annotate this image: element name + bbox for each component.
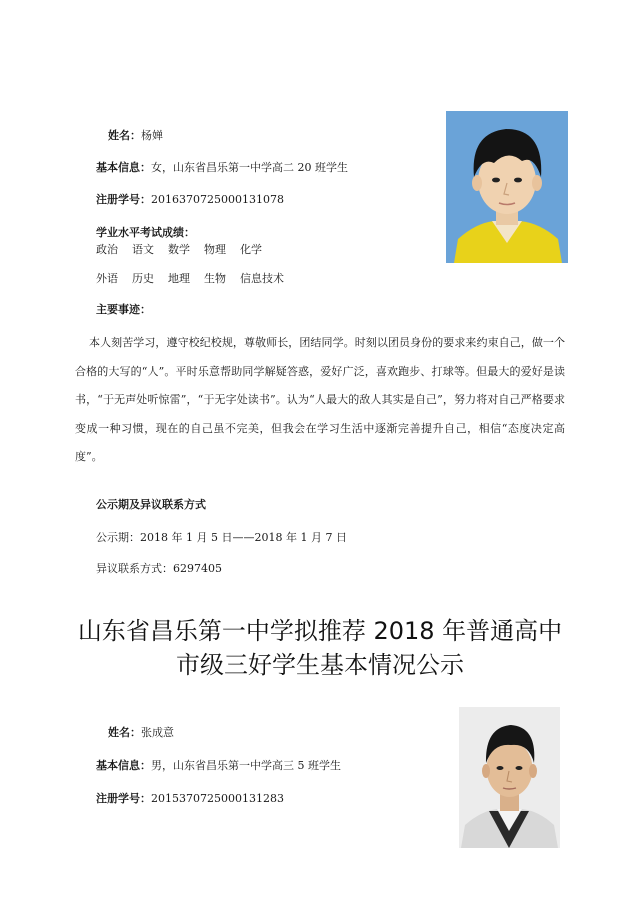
page-title-line2: 市级三好学生基本情况公示 <box>176 651 464 679</box>
page-title-line1: 山东省昌乐第一中学拟推荐 2018 年普通高中 <box>77 617 563 645</box>
deeds-heading: 主要事迹： <box>96 303 151 316</box>
info-value: 男，山东省昌乐第一中学高三 5 班学生 <box>151 759 341 772</box>
student2-photo <box>459 707 560 848</box>
portrait-boy-icon <box>459 707 560 848</box>
scores-heading: 学业水平考试成绩： <box>96 226 195 239</box>
info-value: 女，山东省昌乐第一中学高二 20 班学生 <box>151 161 348 174</box>
reg-label: 注册学号： <box>96 193 151 206</box>
name-label: 姓名： <box>108 726 141 739</box>
scores-subjects-row1: 政治 语文 数学 物理 化学 <box>96 243 262 256</box>
student1-photo <box>446 111 568 263</box>
notice-period: 公示期：2018 年 1 月 5 日——2018 年 1 月 7 日 <box>96 531 347 544</box>
deeds-paragraph: 本人刻苦学习，遵守校纪校规，尊敬师长，团结同学。时刻以团员身份的要求来约束自己，做一个合格的大写的“人”。平时乐意帮助同学解疑答惑，爱好广泛，喜欢跑步、打球等。但最大的爱好是读书，“于无声处听惊雷”，“于无字处读书”。认为“人最大的敌人其实是自己”，努力将对自己严格要求变成一种习惯，现在的自己虽不完美，但我会在学习生活中逐渐完善提升自己，相信“态度决定高度”。 <box>75 336 565 463</box>
reg-label: 注册学号： <box>96 792 151 805</box>
name-value: 杨婵 <box>141 129 163 142</box>
student2-name-row <box>108 725 174 740</box>
notice-heading: 公示期及异议联系方式 <box>96 498 206 511</box>
portrait-girl-icon <box>446 111 568 263</box>
student1-info-row <box>96 160 348 175</box>
name-label: 姓名： <box>108 129 141 142</box>
scores-subjects-row2: 外语 历史 地理 生物 信息技术 <box>96 272 284 285</box>
info-label: 基本信息： <box>96 759 151 772</box>
student1-reg-row <box>96 192 284 207</box>
name-value: 张成意 <box>141 726 174 739</box>
reg-value: 2015370725000131283 <box>151 792 284 805</box>
student2-reg-row <box>96 791 284 806</box>
student1-name-row <box>108 128 163 143</box>
reg-value: 2016370725000131078 <box>151 193 284 206</box>
student2-info-row <box>96 758 341 773</box>
objection-contact: 异议联系方式：6297405 <box>96 562 222 575</box>
info-label: 基本信息： <box>96 161 151 174</box>
